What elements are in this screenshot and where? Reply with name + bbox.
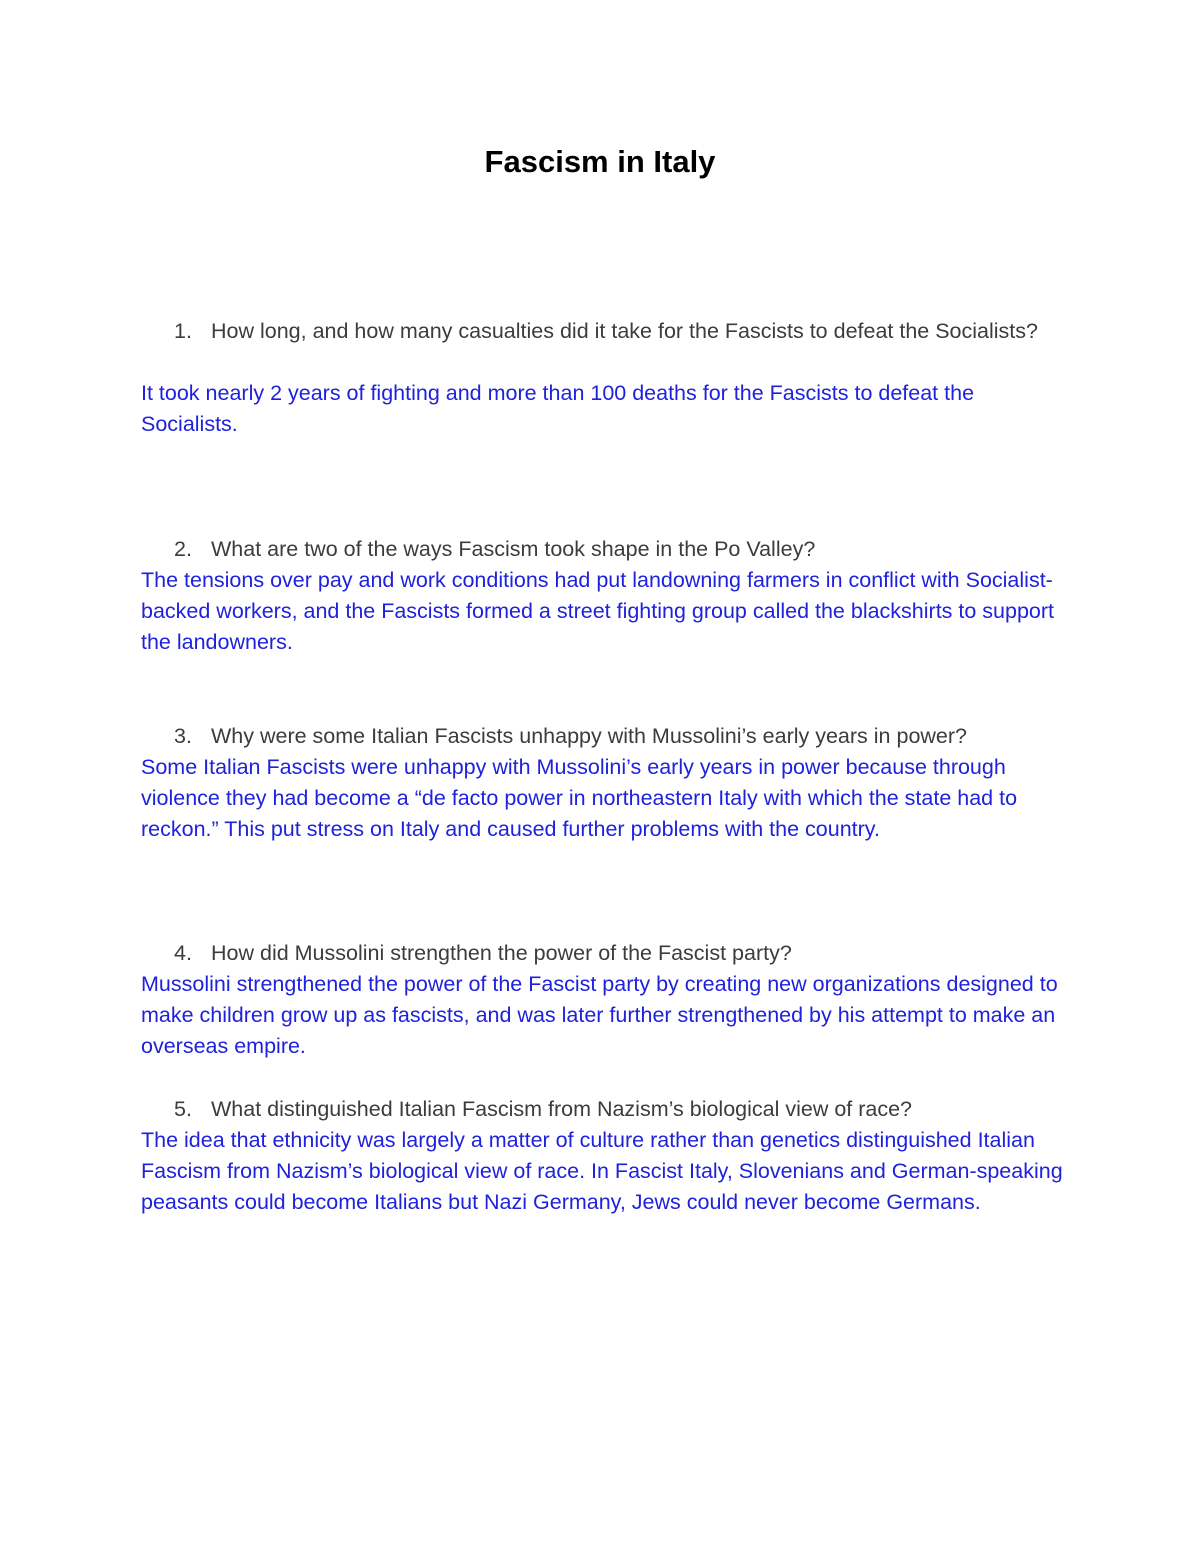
question-number: 5. [174,1097,192,1121]
question-2 [140,534,1070,565]
question-text: How long, and how many casualties did it take for the Fascists to defeat the Socialists? [211,319,1038,343]
page-title: Fascism in Italy [484,144,716,179]
question-text: What are two of the ways Fascism took shape in the Po Valley? [211,537,816,561]
question-number: 3. [174,724,192,748]
question-1 [140,316,1070,347]
question-number: 1. [174,319,192,343]
question-number: 2. [174,537,192,561]
question-number: 4. [174,941,192,965]
question-5 [140,1094,1070,1125]
question-4 [140,938,1070,969]
question-text: How did Mussolini strengthen the power of the Fascist party? [211,941,792,965]
answer-5: The idea that ethnicity was largely a matter of culture rather than genetics distinguished Italian Fascism from Nazism’s biological view of race. In Fascist Italy, Slovenians and German-speaking peasants could become Italians but Nazi Germany, Jews could never become Germans. [141,1128,1063,1214]
question-text: What distinguished Italian Fascism from Nazism’s biological view of race? [211,1097,913,1121]
answer-4: Mussolini strengthened the power of the Fascist party by creating new organizations designed to make children grow up as fascists, and was later further strengthened by his attempt to make an overseas empire. [141,972,1058,1058]
answer-3: Some Italian Fascists were unhappy with Mussolini’s early years in power because through violence they had become a “de facto power in northeastern Italy with which the state had to reckon.” This put stress on Italy and caused further problems with the country. [141,755,1018,841]
answer-1: It took nearly 2 years of fighting and more than 100 deaths for the Fascists to defeat the Socialists. [141,381,975,436]
answer-2: The tensions over pay and work conditions had put landowning farmers in conflict with Socialist-backed workers, and the Fascists formed a street fighting group called the blackshirts to support the landowners. [141,568,1055,654]
question-text: Why were some Italian Fascists unhappy with Mussolini’s early years in power? [211,724,967,748]
question-3 [140,721,1070,752]
